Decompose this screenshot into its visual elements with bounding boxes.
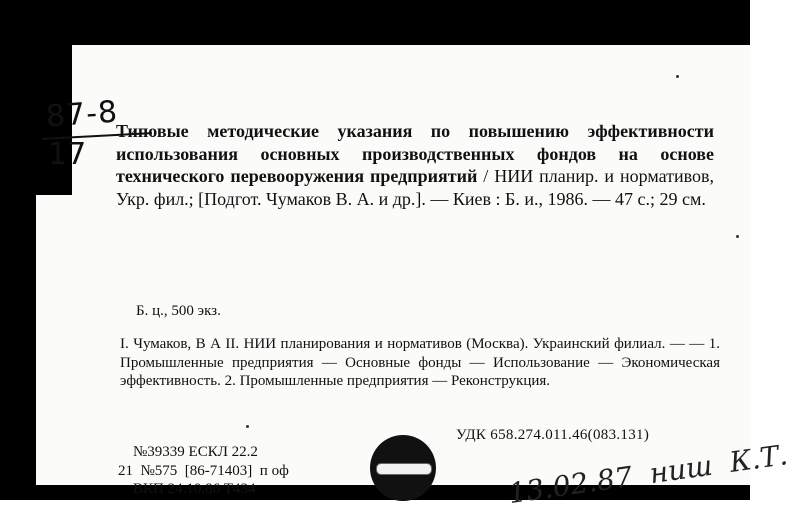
technical-data [118, 443, 289, 499]
bibliographic-description [116, 120, 714, 210]
catalog-card [36, 45, 790, 510]
handwritten-note: 13.02.87 ниш К.Т. [506, 438, 790, 510]
scan-speck [676, 75, 679, 78]
document-title: Типовые методические указания по повышению эффективности использования основных производственных фондов на основе технического перевооружения предприятий [116, 121, 714, 186]
shelf-mark-bottom: 17 [48, 137, 87, 172]
scan-speck [736, 235, 739, 238]
shelf-mark-top: 87-8 [44, 94, 120, 135]
tracing-headings: I. Чумаков, В А II. НИИ планирования и нормативов (Москва). Украинский филиал. — — 1. Промышленные предприятия — Основные фонды — Использование — Экономическая эффективность. 2. Промышленные предприятия — Реконструкция. [120, 336, 720, 389]
tech-line-3: ВКП 24.10.86 Т434 [118, 481, 256, 497]
responsibility-and-imprint: / НИИ планир. и нормативов, Укр. фил.; [Подгот. Чумаков В. А. и др.]. — Киев : Б. и., 1986. — 47 с.; 29 см. [116, 166, 714, 209]
tech-line-1: №39339 ЕСКЛ 22.2 [118, 444, 258, 460]
scan-speck [246, 425, 249, 428]
price-and-print-run: Б. ц., 500 экз. [136, 303, 221, 319]
tech-line-2: 21 №575 [86-71403] п оф [118, 462, 289, 479]
udk-classification: УДК 658.274.011.46(083.131) [456, 427, 650, 443]
scan-border-left [0, 44, 26, 500]
stamp-slot [376, 463, 432, 475]
ink-stamp-mark [370, 435, 436, 501]
